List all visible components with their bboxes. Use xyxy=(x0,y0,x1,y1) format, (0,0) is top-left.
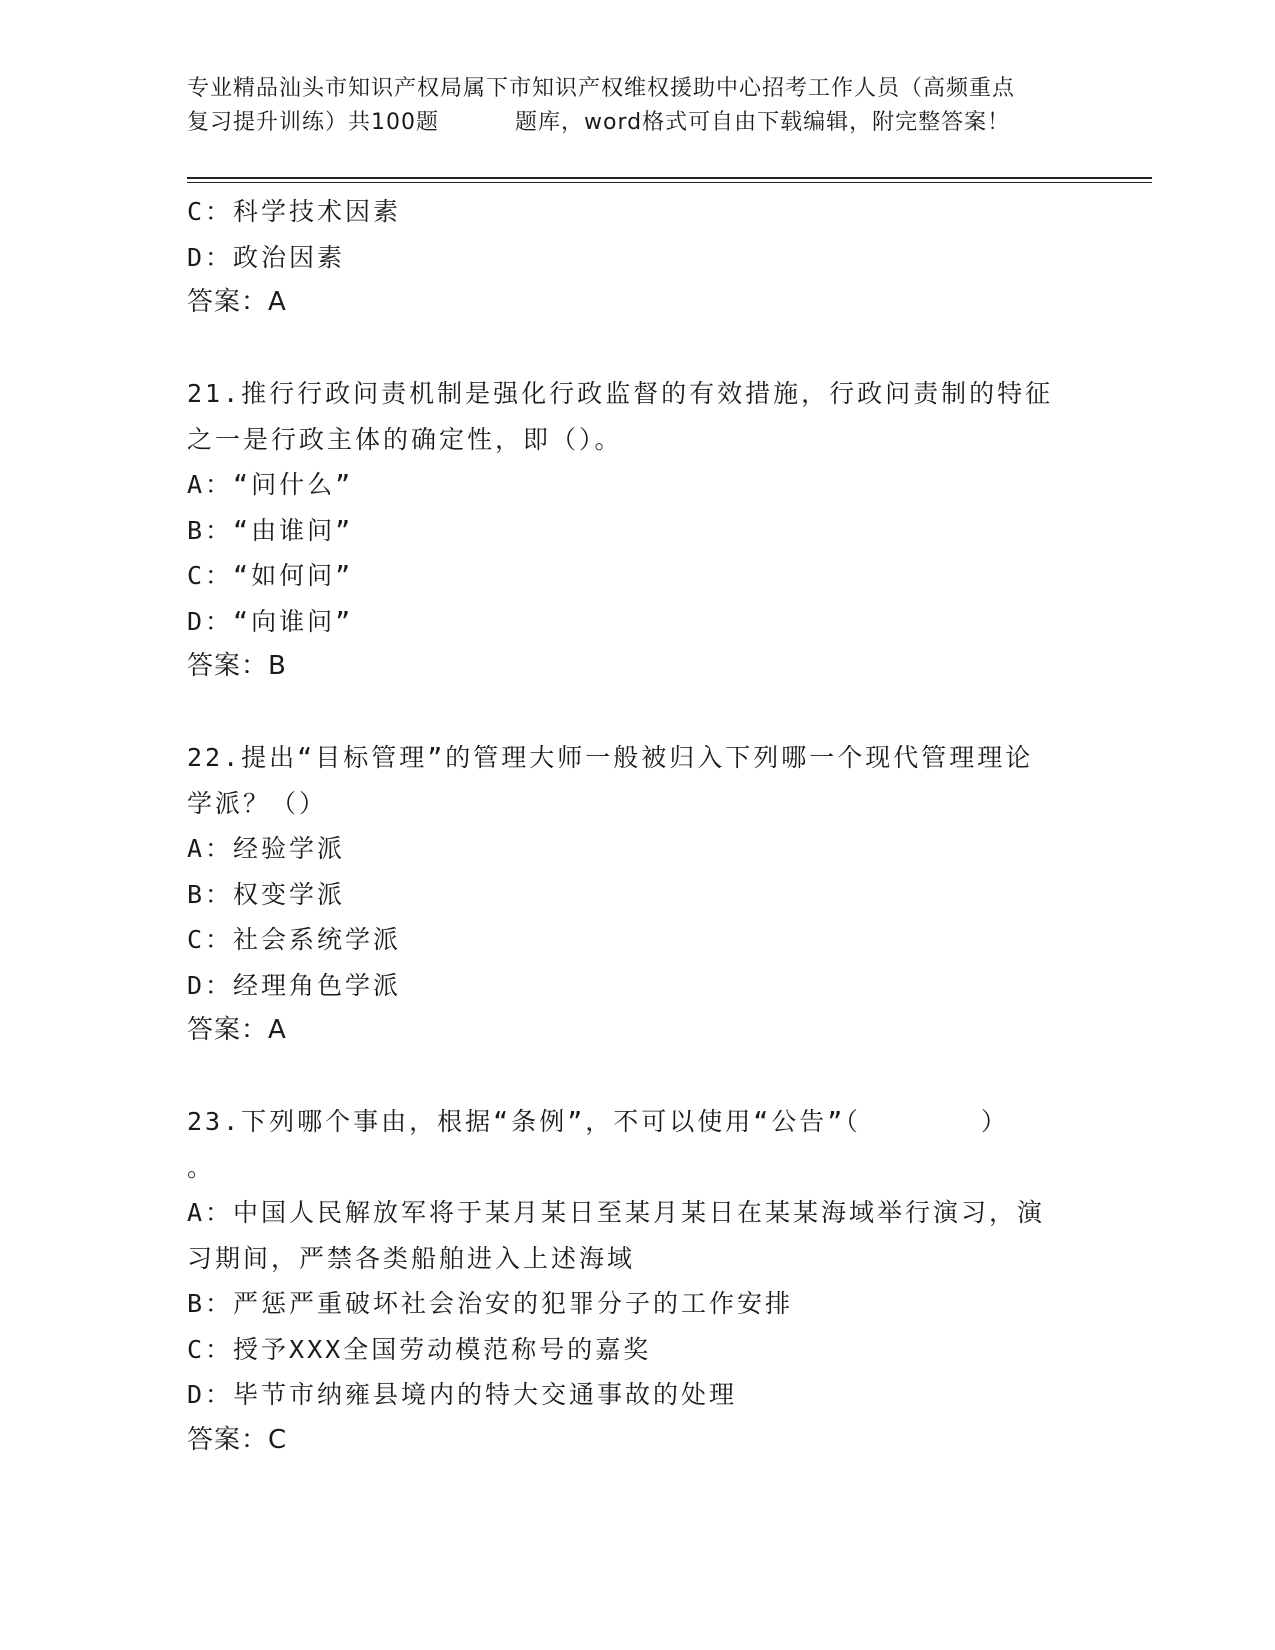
option-b: B：权变学派 xyxy=(187,879,346,909)
option-a-line-2: 习期间，严禁各类船舶进入上述海域 xyxy=(187,1243,636,1273)
option-a-line-1: A：中国人民解放军将于某月某日至某月某日在某某海域举行演习，演 xyxy=(187,1198,1046,1227)
option-c: C：授予XXX全国劳动模范称号的嘉奖 xyxy=(187,1334,652,1364)
option-b: B：严惩严重破坏社会治安的犯罪分子的工作安排 xyxy=(187,1289,794,1318)
option-d: D：毕节市纳雍县境内的特大交通事故的处理 xyxy=(187,1380,738,1409)
question-23 xyxy=(187,1099,1087,1463)
header-rule-thin xyxy=(187,182,1152,183)
question-stem-line-1 xyxy=(187,1099,1087,1145)
question-21 xyxy=(187,371,1087,690)
header-rule-thick xyxy=(187,177,1152,179)
question-stem-part-a: 23.下列哪个事由，根据“条例”，不可以使用“公告”（ xyxy=(187,1107,861,1136)
question-stem-line-2: 。 xyxy=(187,1152,216,1182)
option-a: A：经验学派 xyxy=(187,834,346,863)
option-d: D：“向谁问” xyxy=(187,606,354,636)
question-stem-line-2: 学派？（） xyxy=(187,788,328,818)
page-header xyxy=(187,72,1087,140)
option-c: C：“如何问” xyxy=(187,561,354,590)
question-stem-line-1: 22.提出“目标管理”的管理大师一般被归入下列哪一个现代管理理论 xyxy=(187,743,1034,772)
header-line-2-part-b: 题库，word格式可自由下载编辑，附完整答案！ xyxy=(515,110,1011,135)
question-stem-part-b: ） xyxy=(980,1107,1009,1136)
question-20-tail xyxy=(187,189,1087,326)
question-stem-line-1: 21.推行行政问责机制是强化行政监督的有效措施，行政问责制的特征 xyxy=(187,379,1054,408)
header-line-2 xyxy=(187,106,1087,140)
question-22 xyxy=(187,735,1087,1054)
header-line-2-part-a: 复习提升训练）共100题 xyxy=(187,110,439,135)
question-content xyxy=(187,189,1087,1463)
option-c: C：科学技术因素 xyxy=(187,197,402,226)
header-line-1: 专业精品汕头市知识产权局属下市知识产权维权援助中心招考工作人员（高频重点 xyxy=(187,76,1016,101)
option-c: C：社会系统学派 xyxy=(187,925,402,954)
answer: 答案：C xyxy=(187,1424,288,1455)
option-a: A：“问什么” xyxy=(187,470,354,499)
option-d: D：政治因素 xyxy=(187,242,346,272)
answer: 答案：B xyxy=(187,651,287,681)
answer: 答案：A xyxy=(187,287,287,317)
answer: 答案：A xyxy=(187,1015,287,1045)
option-b: B：“由谁问” xyxy=(187,515,354,545)
option-d: D：经理角色学派 xyxy=(187,970,402,1000)
question-stem-line-2: 之一是行政主体的确定性，即（）。 xyxy=(187,424,623,454)
